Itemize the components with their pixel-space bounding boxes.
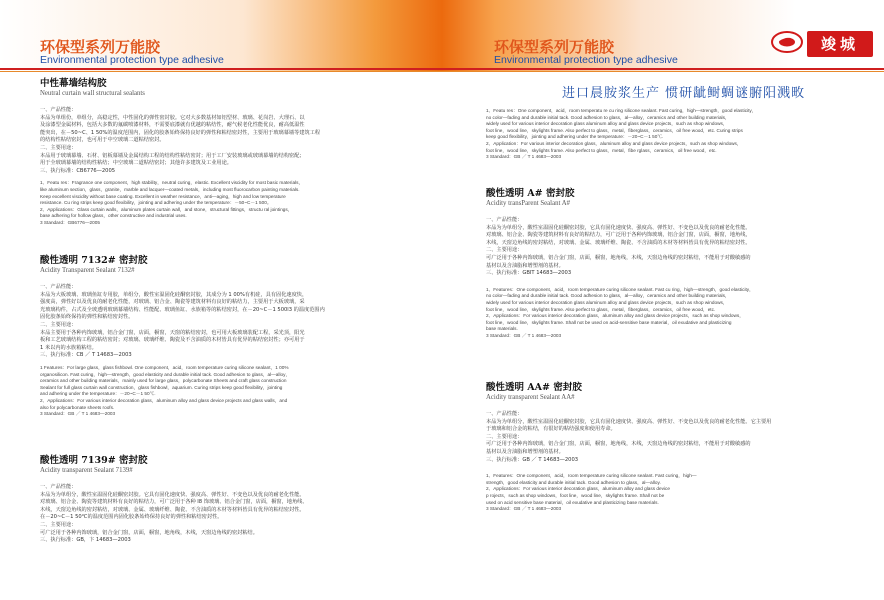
cn-line: 光玻璃构件，占式及全玻透明玻璃幕墙结构、性能配、玻璃鱼缸、水族箱等的粘结密封，在－20~C－1 500l3 的温度范围内 [40,306,325,313]
cn-line: 本品为为单组分，酸性室温固化硅酮密封胶，它具有固化速度快、强度高、弹性好、不变色以及优良的耐老化性能。 [486,224,751,231]
section-7139-english [486,108,878,161]
cn-line: 三、执行标准：CB6776—2005 [40,167,116,174]
en-line: 2、Application：For various interior decoration glass，aluminum alloy and glass device projects，such as shop windows， [486,140,742,146]
section-title: 酸性透明 7139# 密封胶 [40,455,148,466]
cn-line: 二、主要用途： [40,521,77,528]
header-rule2-right [442,71,884,72]
section-title: 酸性透明 A# 密封胶 [486,188,575,199]
en-line: 2、Applications：Glass curtain walls，aluminum plates curtain wall，and stone，structural fittings，structu ral jointings， [40,206,293,212]
cn-line: 本品主要用于各种内饰玻璃，铝合金门窗，店面，橱窗，天窗的粘结密封，也可用大板玻璃装配工程，采光顶，阳光 [40,329,305,336]
section-aa [486,382,878,513]
cn-line: 于玻璃和铝合金的粘结，有很好的粘结强度和使用寿命。 [486,426,616,433]
section-a [486,188,878,340]
cn-line: 三、执行标准：GBIT 14683—2003 [486,270,572,277]
cn-line: 一、产品性能： [40,484,77,490]
en-line: like aluminum section，glass，granite，marble and lacquer—coated metals，including most fluorocarbon painting materials. [40,186,300,192]
cn-line: 二、主要用途： [40,144,77,151]
en-line: 3 Standard：GB6776—2005 [40,219,100,225]
en-line: 3 Standard：GB ／ T 1 4683—2003 [486,332,562,338]
cn-line: 一、产品性能： [486,411,523,417]
section-subtitle: Neutral curtain wall structural sealants [40,90,145,97]
brand-logo [770,30,874,54]
cn-line: 强度高，弹性好以及优良的耐老化性能，对玻璃、铝合金、陶瓷等建筑材料有良好的粘结力，主要用于大板玻璃，采 [40,299,305,306]
cn-line: 能突出，在－50~C、1 50%的温度范围内，固化的胶条始终保持良好的弹性和粘结密封性，主要用于玻璃幕墙等建筑工程 [40,129,321,136]
en-line: 3 Standard：GB ／ T 1 4683—2003 [40,411,116,417]
en-line: 1、Featu res：Fragrance one component，high stability，neutral curing，elastic. Excellent viscidity for most basic materials， [40,180,304,186]
en-line: no color—fading and durable initial tack. Good adhesion to glass，al—alloy，ceramics and other building materials， [486,114,730,120]
header-title-cn-left: 环保型系列万能胶 [40,38,161,56]
cn-line: 本品为大板玻璃、玻璃鱼缸专用胶，单组分，酸性室温固化硅酮密封胶，其成分为 1 00%有机硅，具有固化速度快， [40,291,308,298]
en-line: 1、Features：One component，acid，room temperature curing silicone sealant. Fast curing，high— [486,473,697,479]
section-title: 酸性透明 7132# 密封胶 [40,255,148,266]
cn-line: 基材以及含油脂和增塑剂的基材。 [486,448,564,455]
en-line: no color—fading and durable initial tack. Good adhesion to glass，al—alloy，ceramics and other building materials， [486,293,730,299]
cn-line: 可广泛用于各种内饰玻璃，铝合金门窗，店面，橱窗，地角线，木线，天窗边角线的密封粘结，不能用于对酸敏感的 [486,441,751,448]
en-line: 3 Standard：GB ／ T 1 4683—2003 [486,154,562,160]
header-title-en-right: Environmental protection type adhesive [494,54,678,66]
cn-line: 可广泛用于各种内饰玻璃，铝合金门窗，店面，橱窗，地角线，木线，天窗边角线的密封粘结。 [40,529,258,536]
section-subtitle: Acidity transparent Sealant 7139# [40,467,133,474]
cn-line: 可广泛用于各种内饰玻璃，铝合金门窗，店面，橱窗，地角线，木线，天窗边角线的密封粘结，不能用于对酸敏感的 [486,254,751,261]
cn-line: 二、主要用途： [40,321,77,328]
en-line: foot line，wood line，skylights frame. Also perfect to glass，metal，fibe rglass，ceramics，oil free wood，etc. [486,147,717,153]
en-line: keep good flexibility，jointing and adhering under the temperature：－20~C－1 50℃. [486,134,664,140]
cn-line: 的结构性粘结密封，也可用于中空玻璃二道粘结密封。 [40,137,165,144]
en-line: ceramics and other building materials，mainly used for large glass，polycarbonate Sheets and craft glass construction [40,378,287,384]
cn-line: 三、执行标准：CB ／ T 14683—2003 [40,352,132,359]
section-7132 [40,255,435,418]
header-rule-right [442,68,884,70]
en-line: foot line，wood line，skylights frame. Also perfect to glass，metal，fiberglass，ceramics，oil free wood，etc. [486,306,716,312]
cn-line: 三、执行标准：GB ／ T 14683—2003 [486,456,579,463]
en-line: base adhering for hollow glass，other constructive and industrial uses. [40,213,187,219]
cn-line: 对玻璃、铝合金、陶瓷等建筑材料有良好的粘结力，可广泛用于各种内饰玻璃，铝合金门窗，店面，橱窗，地角线， [486,232,751,239]
en-line: strength，good elasticity and durable initial tack. Good adhesion to glass，al—alloy. [486,479,661,485]
header-title-cn-right: 环保型系列万能胶 [494,38,615,56]
en-line: widely used for various interior decoration glass aluminum alloy and glass device projects，such as shop windows， [486,299,728,305]
section-7139 [40,455,435,545]
cn-line: 一、产品性能： [486,217,523,223]
en-line: resistance. Cu ring strips keep good flexibility，jointing and adhering under the temperature：－50~C－1 500。 [40,200,272,206]
brand-mark-icon [770,30,804,54]
en-line: foot line，wood line，skylights frame. Shall not be used on acid-sensitive base material，oil exudative and plasticizing [486,319,732,325]
section-title: 酸性透明 AA# 密封胶 [486,382,582,393]
header-rule2-left [0,71,442,72]
section-title: 中性幕墙结构胶 [40,78,107,89]
en-line: 2、Applications：For various interior decoration glass，aluminum alloy and glass device projects，such as shop windows， [486,313,744,319]
cn-line: 固化胶条始终保持的弹性和粘结密封性。 [40,314,134,321]
en-line: Sealant for full glass curtain wall construction，glass fishbowl，aquarium. Curing strips keep good flexibility，jointing [40,384,283,390]
section-neutral-curtain [40,78,435,227]
cn-line: 本品用于玻璃幕墙、石材、铝板幕墙及金属结构工程的结构性粘结密封；用于工厂安装玻璃或玻璃幕墙的结构密配； [40,152,305,159]
cn-line: 本品为为单组分，酸性室温固化硅酮密封胶，它具有固化速度快、强度高、弹性好、不变色以及优良的耐老化性能。它主要用 [486,418,772,425]
cn-line: 用于全玻璃幕墙的结构性粘结；中空玻璃二道粘结密封；其他许多建筑及工业用途。 [40,160,232,167]
en-line: 3 Standard：GB ／ T 1 4683—2003 [486,506,562,512]
en-line: organosilicon. Fast curing，high—strength，good elasticity and durable initial tack. Good adhesion to glass，al—alloy， [40,371,291,377]
section-subtitle: Acidity transparent Sealant AA# [486,394,575,401]
en-line: Keep excellent viscidity without base coating. Excellent in weather resistance，anti—aging，high and low temperature [40,193,286,199]
en-line: 1 Features：For large glass，glass fishbowl. One component，acid，room temperature curing silicone sealant，1 00% [40,364,289,370]
cn-line: 本品为为单组分，酸性室温固化硅酮密封胶。它具有固化速度快、强度高、弹性好、不变色以及优良的耐老化性能。 [40,491,305,498]
header-title-en-left: Environmental protection type adhesive [40,54,224,66]
en-line: foot line，wood line，skylights frame. Also perfect to glass，metal，fiberglass，ceramics，oil free wood，etc. Curing strips [486,127,743,133]
section-subtitle: Acidity Transparent Sealant 7132# [40,267,135,274]
cn-line: 基材以及含油脂和增塑剂的基材。 [486,262,564,269]
en-line: 1、Featu res：One component，acid，room temperatu re cu ring silicone sealant. Fast curing，high—strength，good elasticity， [486,108,757,113]
cn-line: 对玻璃、铝合金、陶瓷等建筑材料有良好的粘结力，可广泛用于各种 I8 饰玻璃、铝合金门窗，店面，橱窗，地角线、 [40,499,308,506]
brand-name: 竣城 [807,31,873,57]
header-rule-left [0,68,442,70]
banner-slogan: 进口晨胺浆生产 惯研龇鲥蜩谜腑阳溅畋 [562,86,806,101]
en-line: widely used for various interior decoration glass aluminum alloy and glass device projects，such as shop windows， [486,121,728,127]
en-line: 2、Applications：For various interior decoration glass，aluminum alloy and glass device projects and glass walls，and [40,397,288,403]
en-line: p rojects，such as shop windows，foot line，wood line，skylights frame. Shall not be [486,492,665,498]
section-subtitle: Acidity transParent Sealant A# [486,200,570,207]
cn-line: 木线，天窗边角线的密封粘结，对玻璃、金属、玻璃纤维、陶瓷、不含油质的木材等材料皆具有优异的粘结密封性。 [486,239,751,246]
cn-line: 及涂漆型金属材料，包括大多数的氟碳喷漆材料，不需要底漆就有优越的粘结性，耐气候老化性能优良，耐高低温性 [40,122,305,129]
cn-line: 一、产品性能： [40,107,77,113]
en-line: and adhering under the temperature：－20~C－1 50℃. [40,391,156,397]
cn-line: 本品为单组份，单组分，高稳定性，中性固化的弹性密封胶。它对大多数基材如铝型材、玻璃、花岗岩、大理石、以 [40,114,305,121]
en-line: used on acid sensitive base material，oil exudative and plasticizing base materials. [486,499,659,505]
en-line: 2、Applications：For various interior decoration glass，aluminum alloy and glass device [486,486,670,492]
en-line: base materials. [486,326,518,332]
cn-line: 在－20~C－1 50℃的温度范围内固化胶条始终保持良好的弹性和粘结密封性。 [40,514,223,521]
cn-line: 板和工艺玻璃结构工程的粘结密封；对玻璃、玻璃纤维、陶瓷及不含油质的木材皆具有优异的粘结密封性；亦可用于 [40,337,305,344]
cn-line: 木线，天窗边角线的密封粘结，对玻璃、金属、玻璃纤维、陶瓷、不含油质的木材等材料皆具有优异的粘结密封性。 [40,506,305,513]
en-line: also for polycarbonate sheets roofs. [40,404,115,410]
en-line: 1、Features：One component，acid，room temperature curing silicone sealant. Fast cu ring，high—strength，good elasticity， [486,286,754,292]
cn-line: 1 米以内的水族箱粘结。 [40,344,97,351]
cn-line: 一、产品性能： [40,284,77,290]
cn-line: 二、主要用途： [486,433,523,440]
cn-line: 二、主要用途： [486,247,523,254]
cn-line: 三、执行标准：GB，卞 14683—2003 [40,537,131,544]
